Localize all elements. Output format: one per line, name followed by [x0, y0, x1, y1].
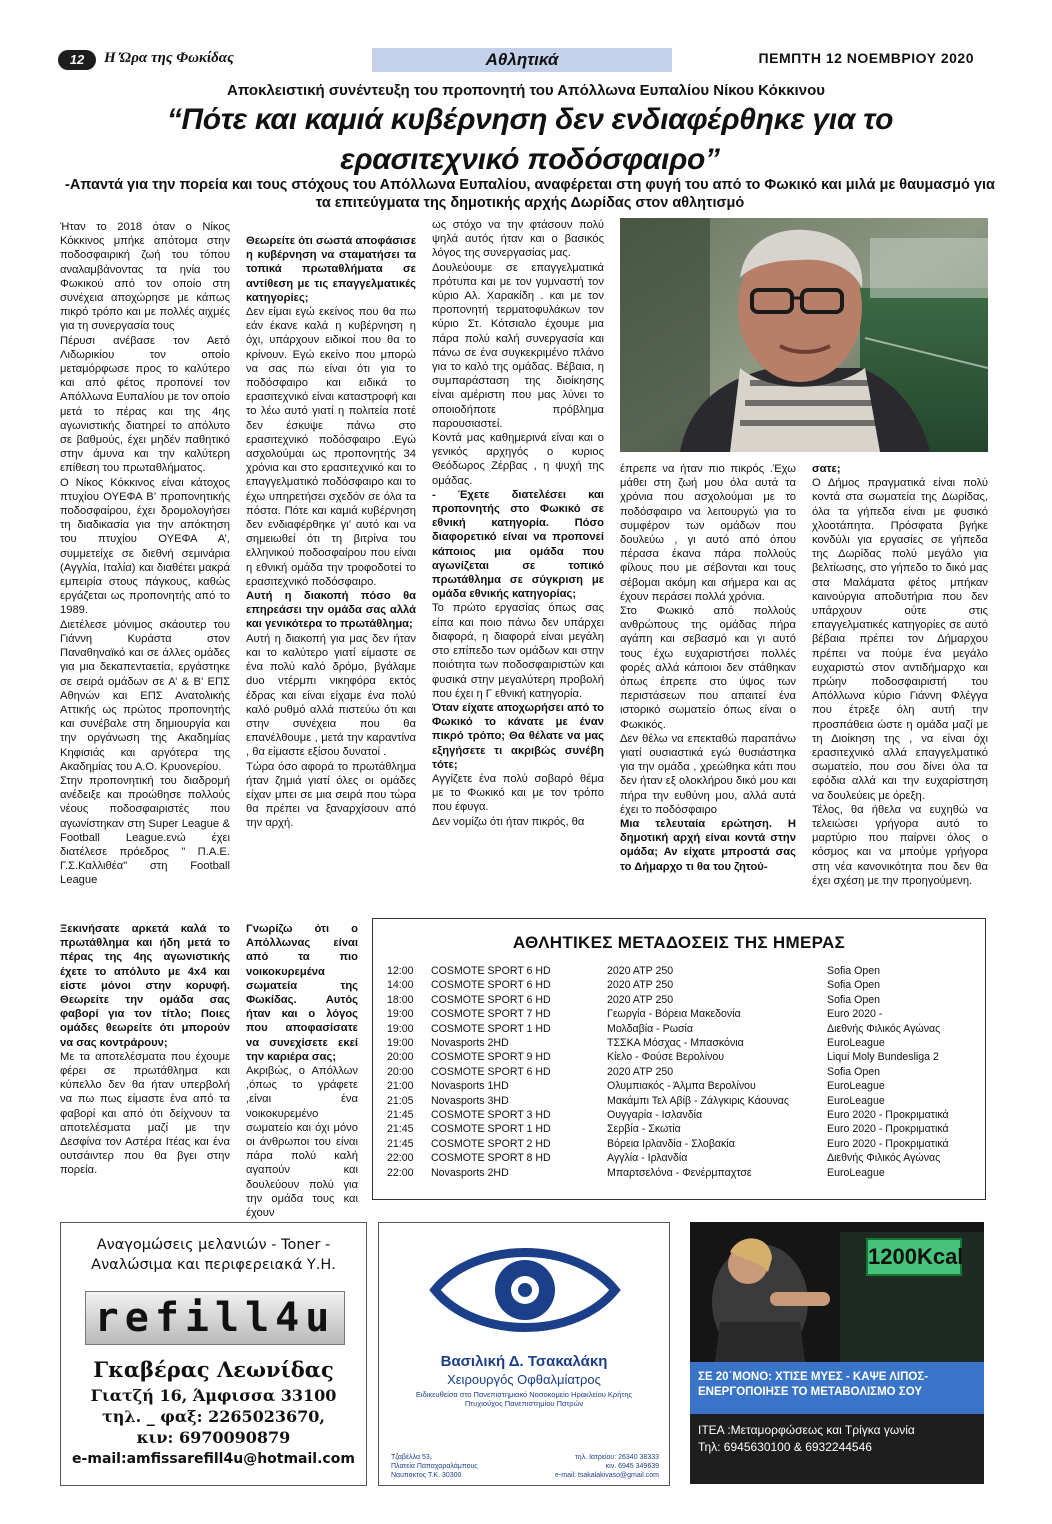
gym-phone: Τηλ: 6945630100 & 6932244546: [698, 1440, 872, 1454]
article-paragraph: Ο Δήμος πραγματικά είναι πολύ κοντά στα σωματεία της Δωρίδας, όλα τα γήπεδα είναι με φυσικό χλοοτάπητα. Πρόσφατα βγήκε κονδύλι για εργασίες σε γήπεδα της Δωρίδας πολύ μεγάλο για βελτίωσης, στο γήπεδο το δικό μας στα Μαλάματα φέτος μπήκαν καινούργια αποδυτήρια που δεν υπάρχουν ούτε στις επαγγελματικές κατηγορίες σε αυτό βέβαια πρέπει τον Δήμαρχου πρέπει να πούμε ένα μεγάλο ευχαριστώ στον αντιδήμαρχο και πρώην ποδοσφαιριστή του Απόλλωνα κύριο Γιάννη Φλέγγα που έτρεξε όλη αυτή την προσπάθεια ώστε η ομάδα μαζί με τη Διοίκηση της , να είναι όχι ερασιτεχνικό αλλά επαγγελματικό σωματείο, που σου δίνει όλα τα εφόδια αλλά και την ευχαρίστηση να δουλεύεις με όρεξη.: [812, 477, 988, 802]
tv-competition: Sofia Open: [827, 979, 881, 992]
article-paragraph: Στην προπονητική του διαδρομή ανέδειξε και προώθησε πολλούς νέους ποδοσφαιριστές που αγωνίστηκαν στη Super League & Football League.ενώ έχει διατέλεσε πρόεδρος " Π.Α.Ε. Γ.Σ.Καλλιθέα" στη Football League: [60, 774, 230, 887]
tv-schedule-row: [387, 979, 977, 992]
eye-logo-icon: [425, 1235, 625, 1345]
article-headline: [60, 100, 1000, 180]
tv-competition: Sofia Open: [827, 1065, 881, 1078]
article-paragraph: Κοντά μας καθημερινά είναι και ο γενικός αρχηγός ο κυριος Θεόδωρος Ζέρβας , η ψυχή της ομάδας.: [432, 432, 604, 487]
tv-competition: EuroLeague: [827, 1037, 885, 1049]
article-column-1-bottom: [60, 922, 230, 1178]
tv-event: Αγγλία - Ιρλανδία: [607, 1152, 688, 1165]
tv-channel: Novasports 2HD: [431, 1166, 509, 1179]
article-paragraph: Αυτή η διακοπή πόσο θα επηρεάσει την ομάδα σας αλλά και γενικότερα το πρωτάθλημα;: [246, 590, 416, 631]
tv-time: 19:00: [387, 1008, 414, 1021]
refill-logo-text: refill4u: [94, 1295, 336, 1341]
tv-channel: Novasports 1HD: [431, 1080, 509, 1093]
headline-line-2: ερασιτεχνικό ποδόσφαιρο”: [340, 143, 720, 176]
tv-event: Μπαρτσελόνα - Φενέρμπαχτσε: [607, 1166, 752, 1179]
refill-ad: [60, 1222, 367, 1486]
tv-channel: COSMOTE SPORT 6 HD: [431, 979, 551, 992]
newspaper-name: Η Ώρα της Φωκίδας: [104, 50, 234, 66]
tv-time: 19:00: [387, 1022, 414, 1035]
tv-time: 21:45: [387, 1109, 414, 1121]
refill-address: Γιατζή 16, Άμφισσα 33100: [90, 1386, 337, 1405]
tv-time: 12:00: [387, 965, 414, 977]
article-paragraph: Δεν νομίζω ότι ήταν πικρός, θα: [432, 815, 585, 828]
refill-owner-name: Γκαβέρας Λεωνίδας: [93, 1357, 334, 1382]
doctor-desc-2: Πτυχιούχος Πανεπιστημίου Πατρών: [464, 1399, 584, 1408]
calorie-badge: [866, 1238, 962, 1276]
tv-competition: Euro 2020 - Προκριματικά: [827, 1109, 949, 1121]
tv-channel: COSMOTE SPORT 1 HD: [431, 1022, 551, 1035]
tv-event: Ολυμπιακός - Άλμπα Βερολίνου: [607, 1080, 756, 1093]
article-paragraph: Διετέλεσε μόνιμος σκάουτερ του Γιάννη Κυράστα στον Παναθηναϊκό και σε άλλες ομάδες για μια δεκαπενταετία, εργάστηκε σε σειρά ομάδων σε Α’ & Β’ ΕΠΣ Αθηνών και ΕΠΣ Ανατολικής Αττικής ως πρώτος προπονητής και συνέβαλε στη δημιουργία και την οργάνωση της Ακαδημίας Κηφισιάς και αργότερα της Ακαδημίας του Α.Ο. Κρυονερίου.: [60, 618, 230, 773]
tv-competition: EuroLeague: [827, 1166, 885, 1179]
doctor-address-3: Ναυπακτος Τ.Κ. 30300: [391, 1472, 462, 1479]
coach-portrait-image: [620, 218, 988, 452]
issue-date: ΠΕΜΠΤΗ 12 ΝΟΕΜΒΡΙΟΥ 2020: [758, 50, 974, 66]
tv-event: Κίελο - Φούσε Βερολίνου: [607, 1051, 725, 1064]
article-paragraph: Δουλεύουμε σε επαγγελματικά πρότυπα και με τον γυμναστή τον κύριο Αλ. Χαρακίδη . και με τον προπονητή τερματοφυλάκων τον κύριο Στ. Κότσιαλο έχουμε μια πάρα πολύ καλή συνεργασία και πάνω σε ένα συγκεκριμένο πλάνο για το καλό της ομάδας. Βέβαια, η συμπαράσταση της διοίκησης είναι αμέριστη που μας λύνει το οποιοδήποτε πρόβλημα παρουσιαστεί.: [432, 261, 604, 430]
page-number: 12: [58, 50, 96, 70]
tv-time: 14:00: [387, 979, 414, 992]
doctor-phone-2: κιν. 6945 349639: [605, 1463, 659, 1470]
article-paragraph: Με τα αποτελέσματα που έχουμε φέρει σε πρωτάθλημα και κύπελλο δεν θα ήταν υπερβολή να πω πως είμαστε ένα από τα φαβορί και από ότι δείχνουν τα αποτελέσματα μαζί με την Δεσφίνα τον Αστέρα Ιτέας και ένα ουτσάιντερ που θα βγει στην πορεία.: [60, 1050, 230, 1177]
ophthalmologist-ad: [378, 1222, 670, 1486]
article-paragraph: Μια τελευταία ερώτηση. Η δημοτική αρχή είναι κοντά στην ομάδα; Αν είχατε μπροστά σας το Δήμαρχο τι θα του ζητού-: [620, 818, 796, 873]
tv-event: Γεωργία - Βόρεια Μακεδονία: [607, 1008, 741, 1021]
tv-time: 20:00: [387, 1065, 414, 1078]
gym-location: ΙΤΕΑ :Μεταμορφώσεως και Τρίγκα γωνία: [698, 1423, 915, 1437]
tv-competition: Διεθνής Φιλικός Αγώνας: [827, 1152, 941, 1165]
calorie-badge-text: 1200Kcal: [868, 1244, 964, 1269]
article-paragraph: Γνωρίζω ότι ο Απόλλωνας είναι από τα πιο νοικοκυρεμένα σωματεία της Φωκίδας. Αυτός ήταν και ο λόγος που αποφασίσατε να συνεχίσετε εκεί την καριέρα σας;: [246, 923, 358, 1063]
article-column-3: [432, 218, 604, 829]
article-subhead: -Απαντά για την πορεία και τους στόχους του Απόλλωνα Ευπαλίου, αναφέρεται στη φυγή του από το Φωκικό και μιλά με θαυμασμό για τα επιτεύγματα της δημοτικής αρχής Δωρίδας στον αθλητισμό: [65, 177, 995, 211]
interview-photo: [620, 218, 988, 452]
article-paragraph: Στο Φωκικό από πολλούς ανθρώπους της ομάδας πήρα αγάπη και σεβασμό και γι αυτό τους έχω ευχαριστήσει πολλές φορές αλλά κάποιοι δεν στάθηκαν όπως έπρεπε στο ύψος των περιστάσεων που απαιτεί ένα ιστορικό σωματείο όπως είναι ο Φωκικός.: [620, 605, 796, 731]
refill-mobile: κιν: 6970090879: [136, 1428, 291, 1447]
article-paragraph: Θεωρείτε ότι σωστά αποφάσισε η κυβέρνηση να σταματήσει τα τοπικά πρωταθλήματα σε αντίθεση με τις επαγγελματικές κατηγορίες;: [246, 235, 416, 304]
tv-channel: COSMOTE SPORT 8 HD: [431, 1152, 551, 1165]
tv-channel: Novasports 2HD: [431, 1037, 509, 1049]
tv-schedule-row: [387, 1066, 977, 1079]
tv-competition: Euro 2020 - Προκριματικά: [827, 1137, 949, 1150]
article-paragraph: ως στόχο να την φτάσουν πολύ ψηλά αυτός ήταν και ο βασικός λόγος της συνεργασίας μας.: [432, 219, 604, 260]
doctor-desc-1: Ειδικευθείσα στο Πανεπιστημιακό Νοσοκομείο Ηρακλείου Κρήτης: [415, 1390, 633, 1399]
doctor-email: e-mail: tsakalakivaso@gmail.com: [555, 1472, 659, 1479]
tv-channel: COSMOTE SPORT 6 HD: [431, 1065, 551, 1078]
tv-schedule-title: ΑΘΛΗΤΙΚΕΣ ΜΕΤΑΔΟΣΕΙΣ ΤΗΣ ΗΜΕΡΑΣ: [512, 933, 846, 952]
doctor-address-2: Πλατεία Παπαχαραλάμπους: [391, 1463, 478, 1470]
tv-schedule-row: [387, 1008, 977, 1021]
tv-time: 21:00: [387, 1080, 414, 1093]
doctor-address-1: Τζαβέλλα 53,: [391, 1454, 432, 1461]
article-paragraph: Ο Νίκος Κόκκινος είναι κάτοχος πτυχίου ΟΥΕΦΑ Β’ προπονητικής ποδοσφαίρου, έχει δρομολογήσει τη διαδικασία για την απόκτηση του πτυχίου ΟΥΕΦΑ Α’, συμμετείχε σε διεθνή σεμινάρια (Αγγλία, Ιταλία) και διαθέτει μακρά εμπειρία στους πάγκους, καθώς εργάζεται ως προπονητής από το 1989.: [60, 476, 230, 617]
tv-time: 18:00: [387, 993, 414, 1006]
article-column-2-bottom: [246, 922, 358, 1220]
tv-event: 2020 ATP 250: [607, 979, 674, 992]
tv-time: 22:00: [387, 1166, 414, 1179]
tv-event: Μολδαβία - Ρωσία: [607, 1022, 694, 1035]
tv-channel: Novasports 3HD: [431, 1094, 509, 1107]
tv-schedule-box: [372, 918, 986, 1200]
tv-schedule-row: [387, 1109, 977, 1122]
tv-channel: COSMOTE SPORT 3 HD: [431, 1109, 551, 1121]
article-paragraph: σατε;: [812, 463, 841, 475]
refill-phone: τηλ. _ φαξ: 2265023670,: [102, 1407, 325, 1426]
article-column-1: [60, 220, 230, 888]
tv-competition: Liqui Moly Bundesliga 2: [827, 1051, 939, 1064]
article-paragraph: Ξεκινήσατε αρκετά καλά το πρωτάθλημα και ήδη μετά το πέρας της 4ης αγωνιστικής έχετε το απόλυτο με 4x4 και είστε μόνοι στην κορυφή. Θεωρείτε την ομάδα σας φαβορί για τον τίτλο; Ποιες ομάδες θεωρείτε ότι μπορούν να σας κοντράρουν;: [60, 923, 230, 1049]
article-paragraph: Αυτή η διακοπή για μας δεν ήταν και το καλύτερο γιατί είμαστε σε ένα πολύ καλό δρόμο, βγάλαμε dυο ντέρμπι νικηφόρα εκτός έδρας και είναι είχαμε ένα πολύ καλό ρυθμό αλλά πιστεύω ότι και στην συνέχεια που θα επανέλθουμε , μετά την καραντίνα , θα είμαστε εξίσου δυνατοί .: [246, 632, 416, 759]
article-kicker: Αποκλειστική συνέντευξη του προπονητή του Απόλλωνα Ευπαλίου Νίκου Κόκκινου: [227, 82, 825, 99]
article-paragraph: Πέρυσι ανέβασε τον Αετό Λιδωρικίου τον οποίο μεταμόρφωσε προς το καλύτερο και από φέτος προπονεί τον Απόλλωνα Ευπαλίου με τον οποίο μετά το πέρας και της 4ης αγωνιστικής διατηρεί το απόλυτο σε βαθμούς, έχει μηδέν παθητικό στην άμυνα και την καλύτερη επίθεση του πρωταθλήματος.: [60, 334, 230, 475]
tv-schedule-row: [387, 994, 977, 1007]
tv-schedule-row: [387, 1051, 977, 1064]
tv-channel: COSMOTE SPORT 7 HD: [431, 1008, 551, 1021]
article-paragraph: Δεν είμαι εγώ εκείνος που θα πω εάν έκανε καλά η κυβέρνηση η όχι, υπάρχουν ειδικοί που θα το κρίνουν. Εγώ εκείνο που μπορώ να σας πω είναι ότι για το ποδόσφαιρο και ειδικά το ερασιτεχνικό είναι καταστροφή και το λέω αυτό γιατί η πολιτεία ποτέ δεν έσκυψε πάνω στο ερασιτεχνικό ποδόσφαιρο .Εγώ ασχολούμαι ως προπονητής 34 χρόνια και στο ερασιτεχνικό και το επαγγελματικό ποδόσφαιρο και το έχω υπηρετήσει σχεδόν σε όλα τα πόστα. Πότε και καμιά κυβέρνηση δεν ενδιαφέρθηκε γι’ αυτό και να σημειωθεί ότι τη βιτρίνα του ελληνικού ποδοσφαίρου που είναι η εθνική ομάδα την τροφοδοτεί το ερασιτεχνικό ποδόσφαιρο.: [246, 306, 416, 588]
section-title: Αθλητικά: [372, 48, 672, 72]
tv-event: Βόρεια Ιρλανδία - Σλοβακία: [607, 1137, 735, 1150]
tv-time: 19:00: [387, 1037, 414, 1049]
article-paragraph: Το πρώτο εργασίας όπως σας είπα και ποιο πάνω δεν υπάρχει διαφορά, η διαφορά είναι μεγάλη στο επίπεδο των ομάδων και στην ποιότητα των ποδοσφαιριστών και φυσικά στην μεγαλύτερη προβολή που έχει η Γ εθνική κατηγορία.: [432, 602, 604, 700]
refill-ad-line-1: Αναγομώσεις μελανιών - Toner -: [96, 1237, 331, 1253]
tv-schedule-row: [387, 1138, 977, 1151]
tv-time: 22:00: [387, 1152, 414, 1165]
tv-time: 20:00: [387, 1051, 414, 1064]
article-paragraph: Αγγίζετε ένα πολύ σοβαρό θέμα με το Φωκικό και με τον τρόπο που έφυγα.: [432, 772, 604, 814]
tv-channel: COSMOTE SPORT 1 HD: [431, 1123, 551, 1136]
tv-schedule-row: [387, 965, 977, 978]
article-column-4: [620, 462, 796, 874]
tv-time: 21:45: [387, 1137, 414, 1150]
tv-schedule-row: [387, 1080, 977, 1093]
doctor-phone-1: τηλ. Ιατρείου: 26340 38333: [575, 1454, 659, 1461]
headline-line-1: “Πότε και καμιά κυβέρνηση δεν ενδιαφέρθηκε για το: [166, 103, 894, 136]
tv-schedule-row: [387, 1037, 977, 1050]
tv-schedule-row: [387, 1167, 977, 1180]
tv-event: Ουγγαρία - Ισλανδία: [607, 1109, 703, 1121]
tv-channel: COSMOTE SPORT 2 HD: [431, 1137, 551, 1150]
tv-competition: EuroLeague: [827, 1094, 885, 1107]
gym-headline: ΣΕ 20΄ΜΟΝΟ: ΧΤΙΣΕ ΜΥΕΣ - ΚΑΨΕ ΛΙΠΟΣ- ΕΝΕΡΓΟΠΟΙΗΣΕ ΤΟ ΜΕΤΑΒΟΛΙΣΜΟ ΣΟΥ: [698, 1371, 929, 1398]
tv-schedule-row: [387, 1023, 977, 1036]
tv-event: 2020 ATP 250: [607, 965, 674, 977]
article-paragraph: Ακριβώς, ο Απόλλων ,όπως το γράφετε ,είναι ένα νοικοκυρεμένο σωματείο και όχι μόνο οι άνθρωποι του είναι πάρα πολύ καλή αγαπούν και δουλεύουν πολύ για την ομάδα τους και έχουν: [246, 1065, 358, 1220]
tv-event: Μακάμπι Τελ Αβίβ - Ζάλγκιρις Κάουνας: [607, 1094, 790, 1107]
tv-competition: Euro 2020 - Προκριματικά: [827, 1123, 949, 1136]
article-paragraph: Ήταν το 2018 όταν ο Νίκος Κόκκινος μπήκε απότομα στην ποδοσφαιρική ζωή του τόπου αναλαμβάνοντας τα ηνία του Φωκικού από τον οποίο στη συνέχεια αποχώρησε με κάπως πικρό τρόπο και με πολλές αιχμές για τη συνεργασία τους: [60, 221, 230, 333]
tv-time: 21:05: [387, 1094, 414, 1107]
tv-event: ΤΣΣΚΑ Μόσχας - Μπασκόνια: [607, 1037, 744, 1049]
article-column-5: [812, 462, 988, 888]
tv-competition: Sofia Open: [827, 993, 881, 1006]
tv-event: Σερβία - Σκωτία: [607, 1123, 681, 1136]
tv-event: 2020 ATP 250: [607, 1065, 674, 1078]
tv-competition: Sofia Open: [827, 965, 881, 977]
tv-channel: COSMOTE SPORT 6 HD: [431, 965, 551, 977]
refill-logo: [85, 1291, 345, 1345]
refill-ad-line-2: Αναλώσιμα και περιφερειακά Υ.Η.: [91, 1257, 336, 1273]
gym-ad: [690, 1222, 984, 1484]
tv-schedule-row: [387, 1123, 977, 1136]
tv-time: 21:45: [387, 1123, 414, 1136]
article-paragraph: - Έχετε διατελέσει και προπονητής στο Φωκικό σε εθνική κατηγορία. Πόσο διαφορετικό είναι να προπονεί κάποιος μια ομάδα που αγωνίζεται σε τοπικό πρωτάθλημα σε σύγκριση με ομάδα εθνικής κατηγορίας;: [432, 488, 604, 601]
tv-competition: EuroLeague: [827, 1080, 885, 1093]
doctor-name: Βασιλική Δ. Τσακαλάκη: [440, 1353, 608, 1370]
refill-email: e-mail:amfissarefill4u@hotmail.com: [72, 1451, 355, 1467]
article-column-2: [246, 234, 416, 831]
tv-channel: COSMOTE SPORT 9 HD: [431, 1051, 551, 1064]
article-paragraph: Δεν θέλω να επεκταθώ παραπάνω γιατί ουσιαστικά εγώ θυσιάστηκα για την ομάδα , χρεώθηκα κάτι που δεν ήταν εξ ολοκλήρου δικό μου και πήρα την ευθύνη μου, αλλά αυτά έχει το ποδόσφαιρο: [620, 732, 796, 816]
gym-headline-panel: [690, 1362, 984, 1414]
article-paragraph: Τώρα όσο αφορά το πρωτάθλημα ήταν ζημιά γιατί όλες οι ομάδες είχαν μπει σε μια σειρά που τώρα θα πρέπει να ξαναρχίσουν από την αρχή.: [246, 760, 416, 830]
article-paragraph: Τέλος, θα ήθελα να ευχηθώ να τελειώσει γρήγορα αυτό το μαρτύριο που παίρνει όλος ο κόσμος και να μπούμε γρήγορα στη νέα κανονικότητα που δεν θα έχει σχέση με την προηγούμενη.: [812, 803, 988, 887]
tv-schedule-row: [387, 1095, 977, 1108]
tv-event: 2020 ATP 250: [607, 993, 674, 1006]
tv-channel: COSMOTE SPORT 6 HD: [431, 993, 551, 1006]
tv-competition: Euro 2020 -: [827, 1008, 883, 1021]
article-paragraph: Όταν είχατε αποχωρήσει από το Φωκικό το κάνατε με έναν πικρό τρόπο; Θα θέλατε να μας εξηγήσετε τι ακριβώς συνέβη τότε;: [432, 701, 604, 771]
tv-schedule-row: [387, 1152, 977, 1165]
tv-competition: Διεθνής Φιλικός Αγώνας: [827, 1022, 941, 1035]
doctor-title: Χειρουργός Οφθαλμίατρος: [447, 1372, 601, 1387]
article-paragraph: έπρεπε να ήταν πιο πικρός .Έχω μάθει στη ζωή μου όλα αυτά τα χρόνια που ασχολούμαι με το ποδόσφαιρο να λειτουργώ για το συμφέρον των ομάδων που δουλεύω , γι αυτό από όπου πέρασα έκανα πάρα πολλούς φίλους που με σέβονται και τους σέβομαι ακόμη και σήμερα και ας έχουν περάσει πολλά χρόνια.: [620, 463, 796, 603]
